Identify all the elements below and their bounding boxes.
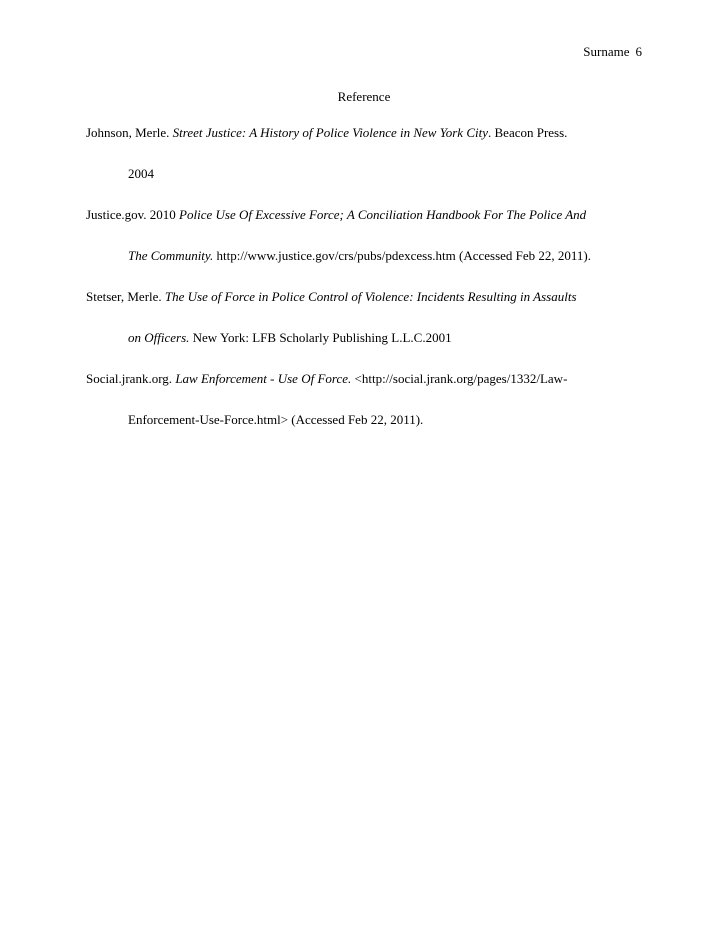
reference-entry-line-2 xyxy=(86,405,646,434)
reference-entry-line-1 xyxy=(86,364,646,393)
header-page-number: 6 xyxy=(635,44,642,59)
reference-list xyxy=(86,118,646,434)
page-title: Reference xyxy=(337,89,391,104)
reference-title: The Use of Force in Police Control of Violence: Incidents Resulting in Assaults xyxy=(164,289,577,304)
reference-publisher: New York: LFB Scholarly Publishing L.L.C.2001 xyxy=(189,330,452,345)
reference-title-cont: on Officers. xyxy=(128,330,190,345)
reference-url: <http://social.jrank.org/pages/1332/Law- xyxy=(351,371,568,386)
reference-entry-3 xyxy=(86,282,646,352)
reference-title: Police Use Of Excessive Force; A Conciliation Handbook For The Police And xyxy=(179,207,587,222)
reference-entry-line-2 xyxy=(86,241,646,270)
reference-entry-line-1 xyxy=(86,200,646,229)
reference-author: Social.jrank.org. xyxy=(86,371,176,386)
reference-entry-line-2 xyxy=(86,323,646,352)
reference-entry-4 xyxy=(86,364,646,434)
reference-entry-1 xyxy=(86,118,646,188)
reference-author: Johnson, Merle. xyxy=(86,125,173,140)
running-header xyxy=(583,44,642,60)
reference-publisher: . Beacon Press. xyxy=(488,125,568,140)
header-surname: Surname xyxy=(583,44,630,59)
reference-entry-line-1 xyxy=(86,282,646,311)
reference-entry-2 xyxy=(86,200,646,270)
reference-title: Law Enforcement - Use Of Force. xyxy=(175,371,352,386)
reference-title-cont: The Community. xyxy=(128,248,214,263)
reference-url-cont: Enforcement-Use-Force.html> (Accessed Feb 22, 2011). xyxy=(128,412,424,427)
reference-author: Justice.gov. 2010 xyxy=(86,207,180,222)
reference-author: Stetser, Merle. xyxy=(86,289,165,304)
reference-url: http://www.justice.gov/crs/pubs/pdexcess.htm (Accessed Feb 22, 2011). xyxy=(213,248,592,263)
reference-entry-line-1 xyxy=(86,118,646,147)
reference-title: Street Justice: A History of Police Violence in New York City xyxy=(172,125,488,140)
reference-year: 2004 xyxy=(128,166,154,181)
reference-entry-line-2 xyxy=(86,159,646,188)
